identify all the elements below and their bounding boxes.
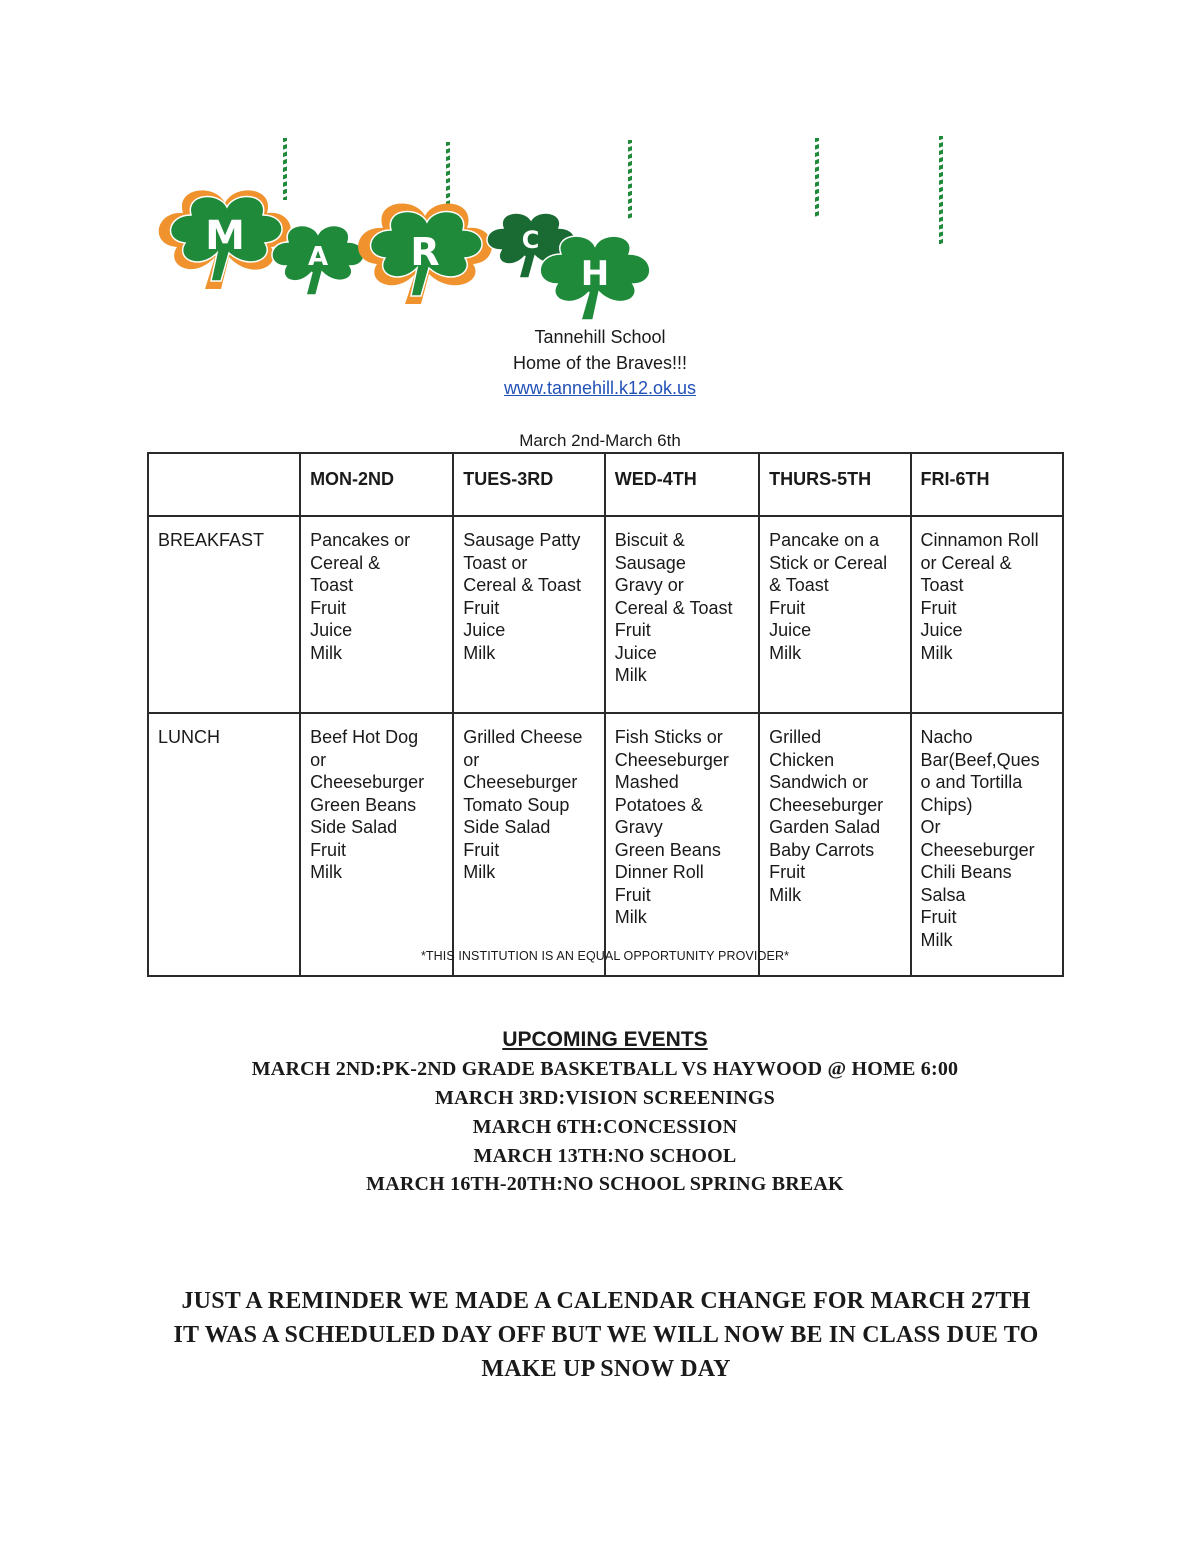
menu-item: Cheeseburger xyxy=(769,794,884,815)
menu-item: Cheeseburger xyxy=(310,772,425,792)
menu-item: Cheeseburger xyxy=(920,839,1035,860)
menu-item: Grilled xyxy=(769,727,822,747)
menu-item: Dinner Roll xyxy=(614,862,704,882)
menu-item: Fruit xyxy=(310,839,347,860)
menu-cell xyxy=(911,713,1063,976)
menu-item: Salsa xyxy=(920,884,966,905)
meal-label-lunch: LUNCH xyxy=(148,713,300,976)
menu-item: Or xyxy=(920,817,941,837)
menu-item: or xyxy=(310,749,327,770)
menu-item: Fruit xyxy=(920,907,957,927)
menu-item: Milk xyxy=(310,862,343,882)
menu-item: Fruit xyxy=(463,597,500,618)
menu-item: Toast xyxy=(310,575,354,595)
shamrock-r-icon xyxy=(355,200,495,305)
menu-item: Milk xyxy=(769,884,802,905)
menu-item: Sausage xyxy=(614,552,686,573)
reminder-line: MAKE UP SNOW DAY xyxy=(481,1356,731,1382)
menu-item: Garden Salad xyxy=(769,817,881,837)
menu-item: Toast or xyxy=(463,552,528,573)
menu-item: o and Tortilla xyxy=(920,772,1023,792)
menu-item: Fruit xyxy=(920,597,957,618)
menu-item: Bar(Beef,Ques xyxy=(920,749,1040,770)
banner-letter-c: C xyxy=(521,226,540,254)
menu-item: Gravy or xyxy=(614,575,684,595)
menu-item: Fruit xyxy=(310,597,347,618)
menu-item: Juice xyxy=(463,620,506,640)
menu-item: Chips) xyxy=(920,794,973,815)
menu-item: or Cereal & xyxy=(920,552,1012,573)
menu-item: Fruit xyxy=(463,839,500,860)
menu-cell xyxy=(605,713,759,976)
menu-item: Tomato Soup xyxy=(463,794,570,815)
march-banner xyxy=(150,130,1070,325)
menu-item: Cheeseburger xyxy=(463,772,578,792)
menu-item: Milk xyxy=(310,642,343,663)
hanging-string xyxy=(815,138,819,218)
event-item: MARCH 13TH:NO SCHOOL xyxy=(473,1145,737,1167)
menu-item: Juice xyxy=(769,620,812,640)
menu-item: Milk xyxy=(920,929,953,950)
week-range: March 2nd-March 6th xyxy=(519,431,681,450)
header-cell-friday: FRI-6TH xyxy=(911,453,1063,516)
banner-letter-m: M xyxy=(205,213,245,259)
menu-item: Cheeseburger xyxy=(614,749,729,770)
menu-item: Green Beans xyxy=(614,839,721,860)
menu-item: Cereal & Toast xyxy=(614,597,733,618)
equal-opportunity-disclaimer: *THIS INSTITUTION IS AN EQUAL OPPORTUNITY PROVIDER* xyxy=(420,949,790,963)
menu-cell xyxy=(911,516,1063,713)
menu-item: Fruit xyxy=(769,862,806,882)
table-header-row xyxy=(148,453,1063,516)
upcoming-events-heading: UPCOMING EVENTS xyxy=(502,1028,708,1051)
menu-item: Sausage Patty xyxy=(463,530,581,550)
menu-cell xyxy=(300,713,453,976)
menu-item: Milk xyxy=(463,862,496,882)
menu-item: Toast xyxy=(920,575,964,595)
menu-item: Juice xyxy=(310,620,353,640)
menu-cell xyxy=(453,516,604,713)
menu-item: Fish Sticks or xyxy=(614,727,723,747)
menu-item: Milk xyxy=(614,665,647,685)
menu-item: Biscuit & xyxy=(614,530,685,550)
banner-letter-a: A xyxy=(307,242,329,272)
school-motto: Home of the Braves!!! xyxy=(512,353,688,373)
menu-item: Nacho xyxy=(920,727,973,747)
menu-item: & Toast xyxy=(769,575,829,595)
menu-item: Stick or Cereal xyxy=(769,552,888,573)
menu-item: Milk xyxy=(463,642,496,663)
event-item: MARCH 16TH-20TH:NO SCHOOL SPRING BREAK xyxy=(366,1173,844,1195)
menu-item: Pancake on a xyxy=(769,530,880,550)
menu-item: Fruit xyxy=(614,620,651,640)
menu-item: Pancakes or xyxy=(310,530,411,550)
lunch-menu-table xyxy=(147,452,1064,977)
menu-item: Sandwich or xyxy=(769,772,869,792)
menu-item: Juice xyxy=(920,620,963,640)
hanging-string xyxy=(939,136,943,244)
menu-item: Beef Hot Dog xyxy=(310,727,419,747)
menu-item: Milk xyxy=(614,907,647,927)
reminder-line: IT WAS A SCHEDULED DAY OFF BUT WE WILL NOW BE IN CLASS DUE TO xyxy=(173,1322,1039,1348)
shamrock-h-icon xyxy=(535,230,655,320)
event-item: MARCH 2ND:PK-2ND GRADE BASKETBALL VS HAYWOOD @ HOME 6:00 xyxy=(251,1058,959,1080)
menu-item: Juice xyxy=(614,642,657,663)
table-row xyxy=(148,516,1063,713)
school-website-link[interactable]: www.tannehill.k12.ok.us xyxy=(503,378,697,398)
menu-cell xyxy=(605,516,759,713)
menu-item: Green Beans xyxy=(310,794,417,815)
table-row xyxy=(148,713,1063,976)
menu-cell xyxy=(453,713,604,976)
shamrock-a-icon xyxy=(268,220,368,295)
school-name: Tannehill School xyxy=(534,327,666,347)
banner-letter-r: R xyxy=(410,230,440,274)
header-cell-wednesday: WED-4TH xyxy=(605,453,759,516)
reminder-line: JUST A REMINDER WE MADE A CALENDAR CHANGE FOR MARCH 27TH xyxy=(181,1288,1031,1314)
event-item: MARCH 6TH:CONCESSION xyxy=(472,1116,738,1138)
menu-cell xyxy=(759,516,910,713)
menu-item: Grilled Cheese xyxy=(463,727,583,747)
menu-item: Chili Beans xyxy=(920,862,1012,882)
menu-item: Gravy xyxy=(614,817,663,837)
header-cell-tuesday: TUES-3RD xyxy=(453,453,604,516)
menu-item: Mashed xyxy=(614,772,679,792)
menu-item: Fruit xyxy=(769,597,806,618)
menu-item: Cinnamon Roll xyxy=(920,530,1039,550)
menu-cell xyxy=(759,713,910,976)
menu-item: Side Salad xyxy=(310,817,398,837)
banner-letter-h: H xyxy=(580,254,610,294)
menu-item: Baby Carrots xyxy=(769,839,875,860)
menu-item: Potatoes & xyxy=(614,794,703,815)
menu-item: Cereal & xyxy=(310,552,381,573)
menu-item: or xyxy=(463,749,480,770)
menu-item: Milk xyxy=(920,642,953,663)
menu-cell xyxy=(300,516,453,713)
menu-item: Side Salad xyxy=(463,817,551,837)
menu-item: Fruit xyxy=(614,884,651,905)
event-item: MARCH 3RD:VISION SCREENINGS xyxy=(435,1087,775,1109)
meal-label-breakfast: BREAKFAST xyxy=(148,516,300,713)
header-cell-monday: MON-2ND xyxy=(300,453,453,516)
menu-item: Chicken xyxy=(769,749,835,770)
menu-item: Milk xyxy=(769,642,802,663)
hanging-string xyxy=(628,140,632,220)
menu-item: Cereal & Toast xyxy=(463,575,582,595)
header-cell-thursday: THURS-5TH xyxy=(759,453,910,516)
header-cell-empty xyxy=(148,453,300,516)
